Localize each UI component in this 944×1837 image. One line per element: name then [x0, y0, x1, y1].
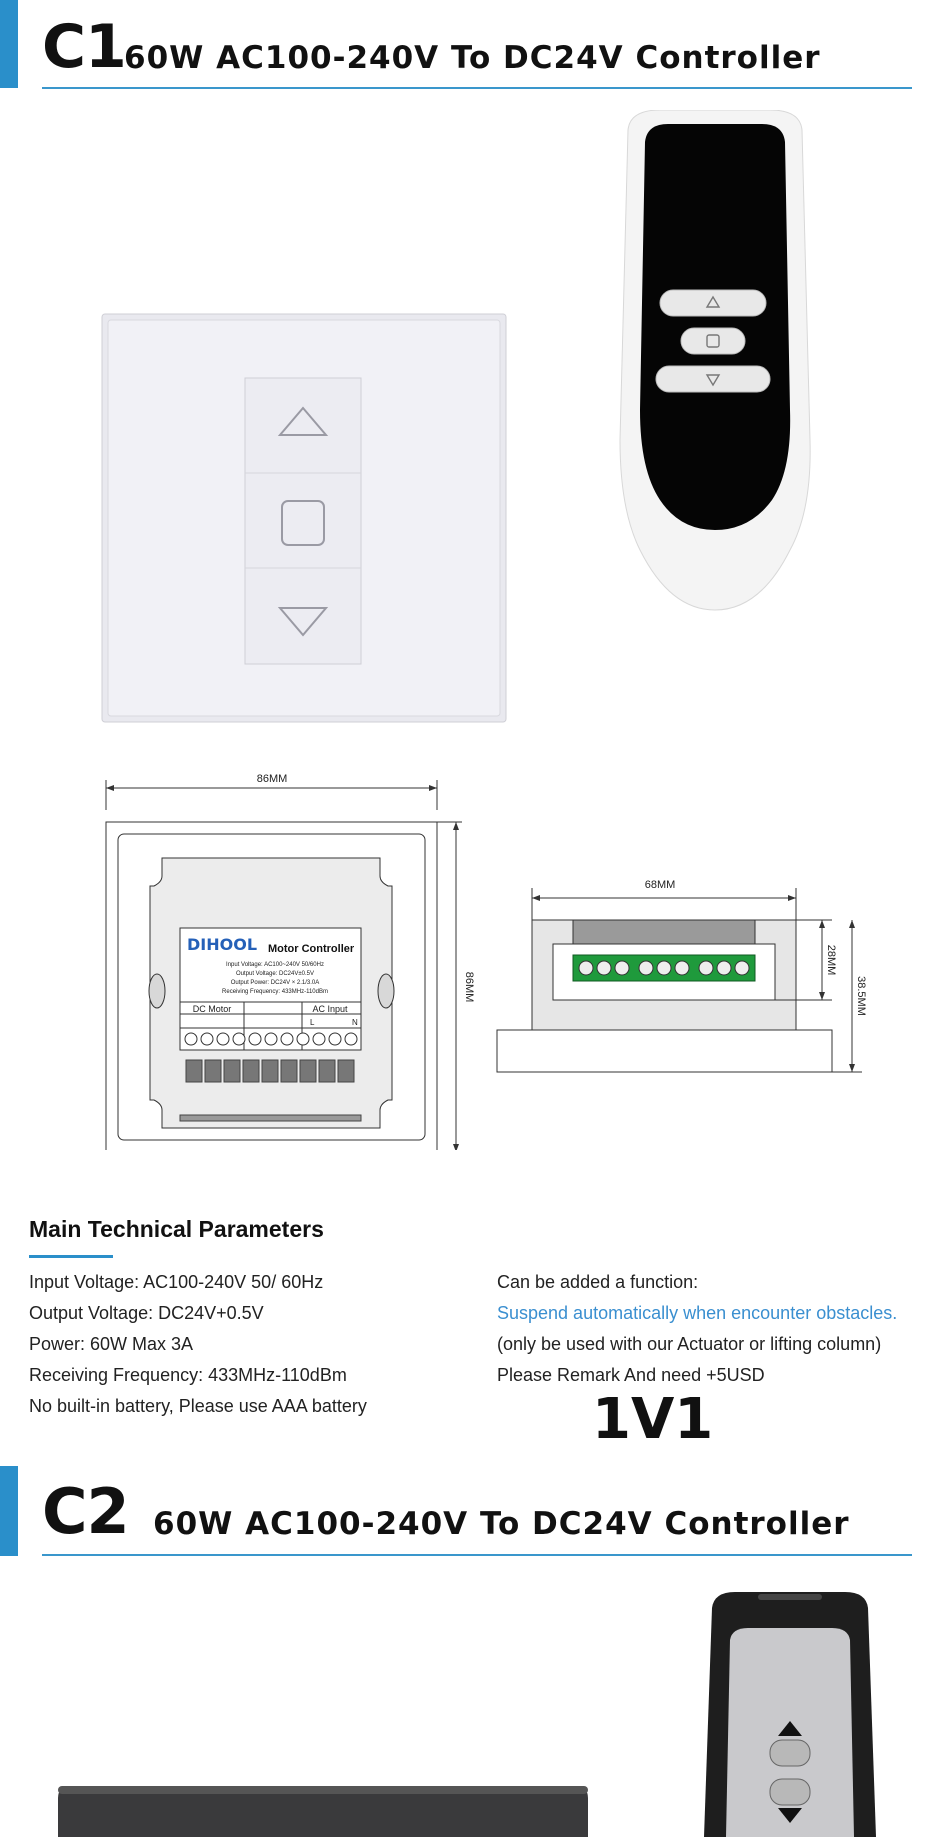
param-power: Power: 60W Max 3A	[29, 1334, 194, 1354]
section-accent-bar	[0, 0, 18, 88]
function-note: (only be used with our Actuator or lifting column)	[497, 1334, 882, 1354]
dimension-diagram	[0, 770, 944, 1150]
param-battery-note: No built-in battery, Please use AAA battery	[29, 1396, 367, 1416]
param-input-voltage: Input Voltage: AC100-240V 50/ 60Hz	[29, 1272, 324, 1292]
front-height-label: 86MM	[463, 971, 475, 1003]
section-code: C2	[42, 1475, 129, 1548]
params-title: Main Technical Parameters	[29, 1216, 324, 1242]
remote-control-c2	[704, 1592, 876, 1837]
controller-box-c2	[58, 1786, 588, 1837]
function-feature: Suspend automatically when encounter obstacles.	[497, 1303, 898, 1323]
param-output-voltage: Output Voltage: DC24V+0.5V	[29, 1303, 264, 1323]
section-divider	[42, 1554, 912, 1556]
function-intro: Can be added a function:	[497, 1272, 699, 1292]
terminal-n-label: N	[352, 1018, 358, 1027]
section-heading: 60W AC100-240V To DC24V Controller	[153, 1506, 850, 1542]
front-width-label: 86MM	[256, 773, 288, 785]
brand-logo: DIHOOL	[187, 935, 258, 954]
terminal-l-label: L	[310, 1018, 315, 1027]
spec-line: Input Voltage: AC100~240V 50/60Hz	[226, 962, 324, 968]
side-total-height-label: 38.5MM	[855, 976, 867, 1016]
remote-control	[620, 110, 810, 610]
spec-line: Output Voltage: DC24V±0.5V	[235, 971, 315, 977]
product-label: Motor Controller	[268, 943, 355, 955]
section-code: C1	[42, 12, 126, 82]
side-inner-height-label: 28MM	[825, 944, 837, 976]
spec-line: Output Power: DC24V × 2.1/3.0A	[230, 980, 320, 986]
params-title-underline	[29, 1255, 113, 1258]
pairing-label: 1V1	[592, 1387, 714, 1452]
side-width-label: 68MM	[644, 879, 676, 891]
section-heading: 60W AC100-240V To DC24V Controller	[124, 40, 821, 76]
wall-switch-panel	[102, 314, 506, 722]
product-photos	[0, 110, 944, 750]
ac-input-label: AC Input	[312, 1004, 348, 1014]
section-divider	[42, 87, 912, 89]
section-accent-bar	[0, 1466, 18, 1556]
spec-line: Receiving Frequency: 433MHz-110dBm	[222, 989, 328, 995]
param-receiving-frequency: Receiving Frequency: 433MHz-110dBm	[29, 1365, 347, 1385]
dc-motor-label: DC Motor	[192, 1004, 232, 1014]
function-remark: Please Remark And need +5USD	[497, 1365, 765, 1385]
product-photos-c2	[0, 1580, 944, 1837]
